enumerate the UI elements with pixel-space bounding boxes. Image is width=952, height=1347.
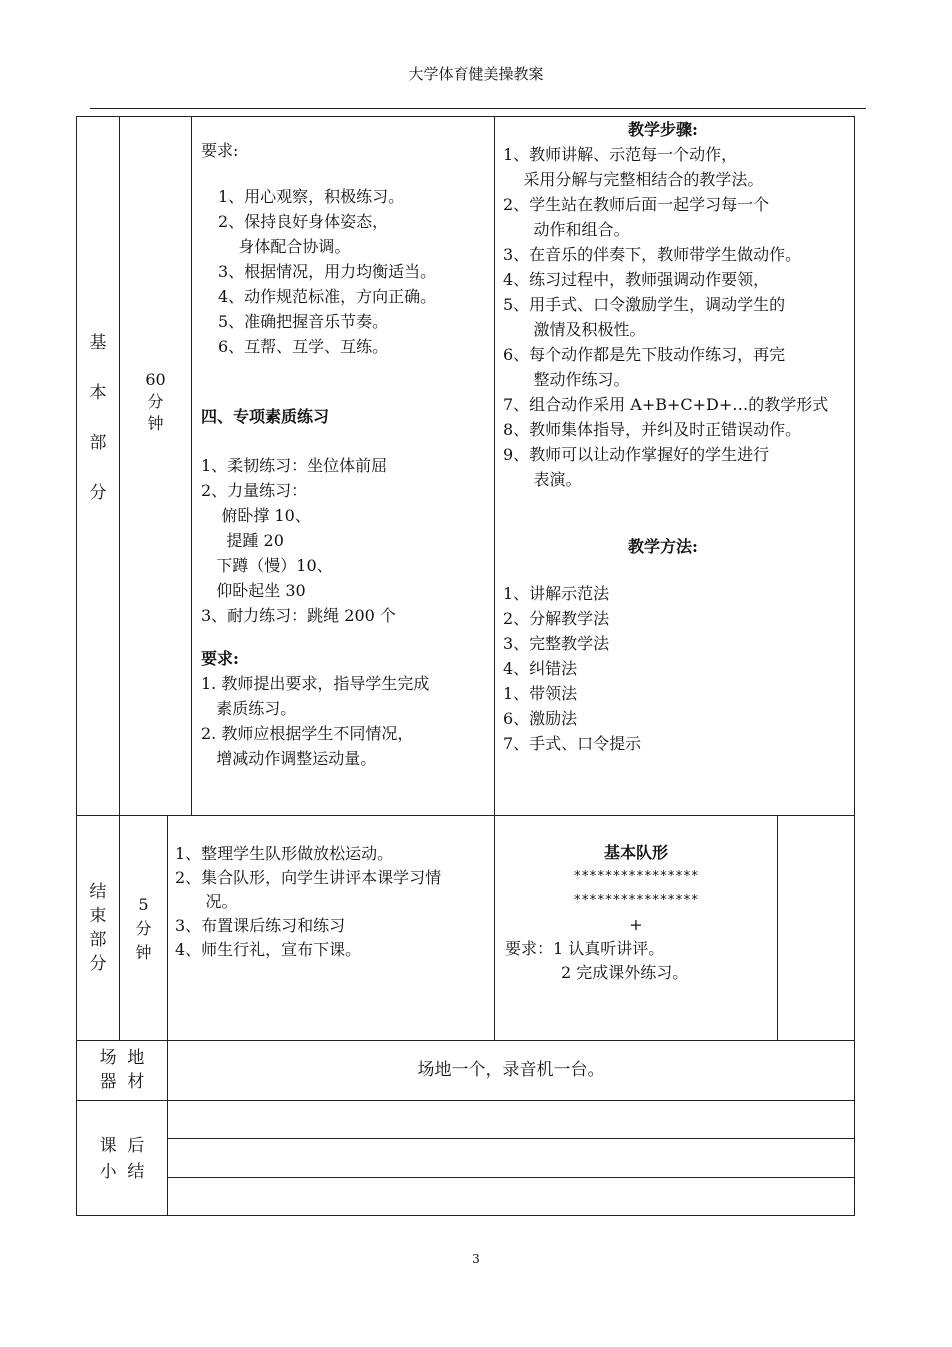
- list-item: 4、师生行礼，宣布下课。: [175, 940, 362, 959]
- list-item: 7、手式、口令提示: [503, 734, 642, 753]
- end-duration-divider: [167, 815, 168, 1040]
- basic-duration: [120, 369, 191, 435]
- list-item: 动作和组合。: [503, 220, 630, 239]
- label-char: 基: [89, 333, 107, 353]
- list-item: 9、教师可以让动作掌握好的学生进行: [503, 445, 770, 464]
- duration-line: 钟: [135, 943, 152, 962]
- label-char: 本: [89, 383, 107, 403]
- list-item: 3、完整教学法: [503, 634, 610, 653]
- list-item: 1. 教师提出要求，指导学生完成: [201, 674, 430, 693]
- table-border-bottom: [76, 1215, 855, 1216]
- formation-requirement: 要求：1 认真听讲评。: [505, 939, 665, 958]
- list-item: 7、组合动作采用 A+B+C+D+…的教学形式: [503, 395, 829, 414]
- duration-line: 60: [145, 370, 166, 389]
- list-item: 1、带领法: [503, 684, 578, 703]
- summary-line-1: [167, 1138, 855, 1139]
- list-item: 采用分解与完整相结合的教学法。: [503, 170, 764, 189]
- basic-content-cell: [201, 138, 493, 771]
- end-section-label: [77, 880, 119, 976]
- teaching-methods-title: 教学方法:: [628, 537, 698, 556]
- summary-label: [77, 1133, 167, 1185]
- duration-line: 钟: [147, 414, 164, 433]
- list-item: 俯卧撑 10、: [201, 506, 311, 525]
- list-item: 表演。: [503, 470, 582, 489]
- teaching-steps-cell: [503, 117, 853, 756]
- label-char: 分: [89, 954, 107, 974]
- end-content-cell: [175, 842, 493, 962]
- list-item: 素质练习。: [201, 699, 297, 718]
- list-item: 1、讲解示范法: [503, 584, 610, 603]
- formation-row: ****************: [573, 869, 699, 884]
- basic-section-label: [77, 318, 119, 518]
- basic-label-divider: [119, 116, 120, 815]
- list-item: 1、用心观察，积极练习。: [218, 187, 405, 206]
- requirements2-list: [201, 671, 493, 771]
- requirements2-title: 要求:: [201, 649, 239, 668]
- end-duration: [120, 893, 167, 965]
- teacher-position-marker: +: [629, 915, 643, 934]
- list-item: 仰卧起坐 30: [201, 581, 306, 600]
- teaching-methods-list: [503, 581, 853, 756]
- list-item: 2、集合队形，向学生讲评本课学习情: [175, 868, 442, 887]
- end-extra-divider: [777, 815, 778, 1040]
- list-item: 1、柔韧练习：坐位体前屈: [201, 456, 388, 475]
- page-header-title: 大学体育健美操教案: [408, 65, 544, 83]
- list-item: 6、每个动作都是先下肢动作练习，再完: [503, 345, 786, 364]
- list-item: 6、激励法: [503, 709, 578, 728]
- list-item: 增减动作调整运动量。: [201, 749, 377, 768]
- row-divider-end-equipment: [76, 1040, 855, 1041]
- label-char: 分: [89, 483, 107, 503]
- list-item: 1、教师讲解、示范每一个动作，: [503, 145, 738, 164]
- list-item: 5、用手式、口令激励学生，调动学生的: [503, 295, 786, 314]
- list-item: 2、保持良好身体姿态，: [218, 212, 389, 231]
- label-char: 束: [89, 906, 107, 926]
- label-line: 课 后: [99, 1136, 145, 1156]
- summary-line-2: [167, 1177, 855, 1178]
- equipment-label: [77, 1046, 167, 1094]
- formation-cell: [495, 841, 777, 985]
- list-item: 4、练习过程中，教师强调动作要领，: [503, 270, 770, 289]
- quality-training-list: [201, 453, 493, 628]
- quality-training-title: 四、专项素质练习: [201, 407, 330, 426]
- equipment-value: 场地一个，录音机一台。: [417, 1060, 605, 1080]
- duration-line: 5: [138, 895, 149, 914]
- label-line: 场 地: [99, 1048, 145, 1068]
- table-border-right: [854, 116, 855, 1215]
- list-item: 3、耐力练习：跳绳 200 个: [201, 606, 396, 625]
- list-item: 况。: [175, 892, 238, 911]
- basic-duration-divider: [191, 116, 192, 815]
- label-line: 器 材: [99, 1072, 145, 1092]
- basic-steps-divider: [494, 116, 495, 815]
- list-item: 1、整理学生队形做放松运动。: [175, 844, 394, 863]
- list-item: 3、布置课后练习和练习: [175, 916, 346, 935]
- teaching-steps-list: [503, 142, 853, 492]
- label-char: 部: [89, 433, 107, 453]
- teaching-steps-title: 教学步骤:: [628, 120, 698, 139]
- formation-requirement: 2 完成课外练习。: [561, 963, 689, 982]
- duration-line: 分: [135, 919, 152, 938]
- list-item: 2. 教师应根据学生不同情况，: [201, 724, 414, 743]
- list-item: 4、纠错法: [503, 659, 578, 678]
- list-item: 激情及积极性。: [503, 320, 646, 339]
- list-item: 4、动作规范标准，方向正确。: [218, 287, 437, 306]
- formation-row: ****************: [573, 893, 699, 908]
- label-char: 部: [89, 930, 107, 950]
- label-char: 结: [89, 882, 107, 902]
- formation-title: 基本队形: [603, 843, 668, 862]
- list-item: 2、分解教学法: [503, 609, 610, 628]
- requirements-title: 要求:: [201, 141, 239, 160]
- list-item: 8、教师集体指导，并纠及时正错误动作。: [503, 420, 802, 439]
- row-divider-equipment-summary: [76, 1100, 855, 1101]
- page-number: 3: [472, 1252, 480, 1266]
- header-divider: [90, 108, 866, 109]
- list-item: 2、学生站在教师后面一起学习每一个: [503, 195, 770, 214]
- requirements-list: [201, 184, 493, 359]
- list-item: 3、在音乐的伴奏下，教师带学生做动作。: [503, 245, 802, 264]
- list-item: 3、根据情况，用力均衡适当。: [218, 262, 437, 281]
- list-item: 身体配合协调。: [218, 237, 351, 256]
- label-line: 小 结: [99, 1162, 145, 1182]
- list-item: 整动作练习。: [503, 370, 630, 389]
- row-divider-basic-end: [76, 815, 855, 816]
- list-item: 提踵 20: [201, 531, 284, 550]
- list-item: 5、准确把握音乐节奏。: [218, 312, 389, 331]
- list-item: 6、互帮、互学、互练。: [218, 337, 389, 356]
- list-item: 下蹲（慢）10、: [201, 556, 333, 575]
- list-item: 2、力量练习：: [201, 481, 308, 500]
- duration-line: 分: [147, 392, 164, 411]
